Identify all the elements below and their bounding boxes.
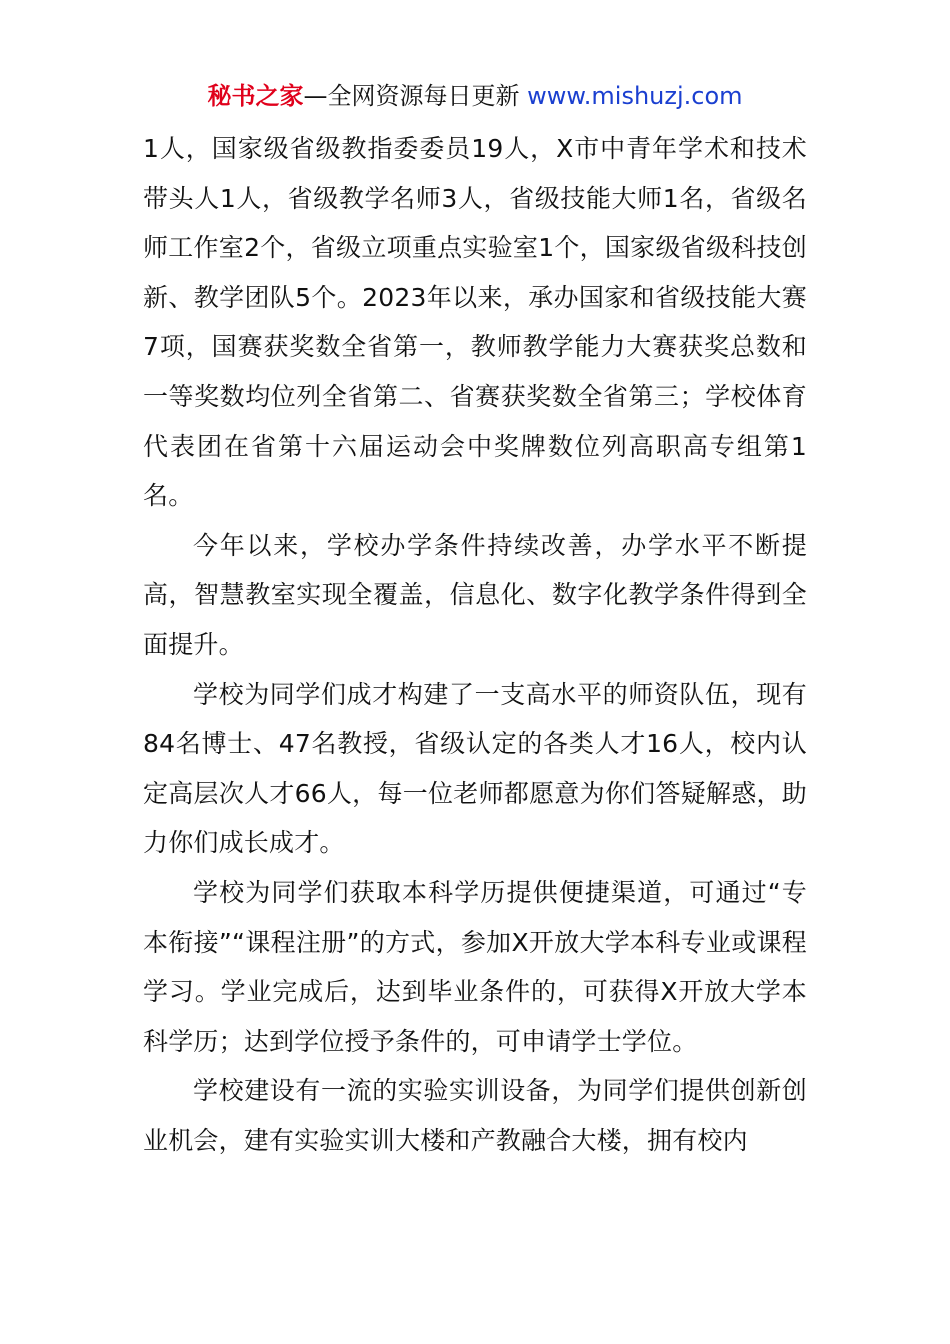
paragraph-3: 学校为同学们成才构建了一支高水平的师资队伍，现有84名博士、47名教授，省级认定的各类人才16人，校内认定高层次人才66人，每一位老师都愿意为你们答疑解惑，助力你们成长成才。 bbox=[143, 679, 807, 858]
paragraph-2: 今年以来，学校办学条件持续改善，办学水平不断提高，智慧教室实现全覆盖，信息化、数字化教学条件得到全面提升。 bbox=[143, 530, 807, 659]
document-body bbox=[143, 124, 807, 1165]
paragraph-1: 1人，国家级省级教指委委员19人，X市中青年学术和技术带头人1人，省级教学名师3人，省级技能大师1名，省级名师工作室2个，省级立项重点实验室1个，国家级省级科技创新、教学团队5个。2023年以来，承办国家和省级技能大赛7项，国赛获奖数全省第一，教师教学能力大赛获奖总数和一等奖数均位列全省第二、省赛获奖数全省第三；学校体育代表团在省第十六届运动会中奖牌数位列高职高专组第1名。 bbox=[143, 134, 807, 511]
paragraph-4: 学校为同学们获取本科学历提供便捷渠道，可通过“专本衔接”“课程注册”的方式，参加X开放大学本科专业或课程学习。学业完成后，达到毕业条件的，可获得X开放大学本科学历；达到学位授予条件的，可申请学士学位。 bbox=[143, 877, 807, 1056]
paragraph-5: 学校建设有一流的实验实训设备，为同学们提供创新创业机会，建有实验实训大楼和产教融合大楼，拥有校内 bbox=[143, 1076, 807, 1155]
site-url[interactable]: www.mishuzj.com bbox=[527, 82, 743, 110]
page-header bbox=[0, 80, 950, 112]
header-tagline: —全网资源每日更新 bbox=[303, 82, 528, 110]
brand-name: 秘书之家 bbox=[207, 82, 304, 110]
